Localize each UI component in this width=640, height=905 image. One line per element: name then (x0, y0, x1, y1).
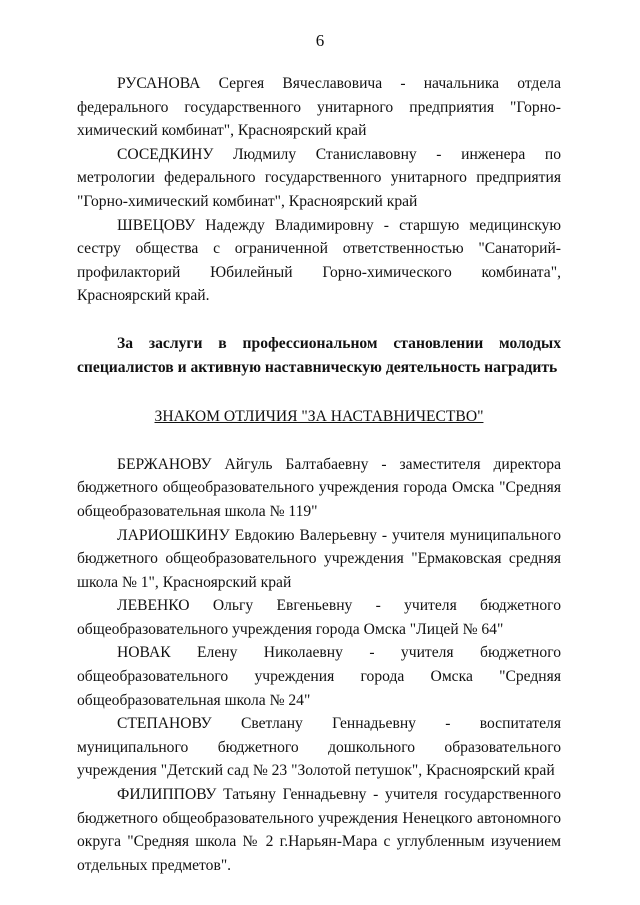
decree-text: За заслуги в профессиональном становлении молодых специалистов и активную наставническую деятельность наградить (77, 334, 561, 376)
paragraph-rusanova: РУСАНОВА Сергея Вячеславовича - начальника отдела федерального государственного унитарного предприятия "Горно-химический комбинат", Красноярский край (77, 75, 561, 140)
recipient-filippova: ФИЛИППОВУ Татьяну Геннадьевну - учителя государственного бюджетного общеобразовательного учреждения Ненецкого автономного округа "Средняя школа № 2 г.Нарьян-Мара с углубленным изучением отдельных предметов". (77, 786, 561, 874)
recipient-novak: НОВАК Елену Николаевну - учителя бюджетного общеобразовательного учреждения города Омска "Средняя общеобразовательная школа № 24" (77, 644, 561, 709)
recipient-larioshkina: ЛАРИОШКИНУ Евдокию Валерьевну - учителя муниципального бюджетного общеобразовательного учреждения "Ермаковская средняя школа № 1", Красноярский край (77, 526, 561, 591)
paragraph-sosedkina: СОСЕДКИНУ Людмилу Станиславовну - инженера по метрологии федерального государственного унитарного предприятия "Горно-химический комбинат", Красноярский край (77, 145, 561, 210)
document-body (77, 72, 561, 877)
award-title: ЗНАКОМ ОТЛИЧИЯ "ЗА НАСТАВНИЧЕСТВО" (154, 408, 484, 426)
paragraph-shvetsova: ШВЕЦОВУ Надежду Владимировну - старшую медицинскую сестру общества с ограниченной ответственностью "Санаторий-профилакторий Юбилейный Горно-химического комбината", Красноярский край. (77, 216, 561, 305)
page-number: 6 (315, 31, 325, 50)
recipient-berzhanova: БЕРЖАНОВУ Айгуль Балтабаевну - заместителя директора бюджетного общеобразовательного учреждения города Омска "Средняя общеобразовательная школа № 119" (77, 455, 561, 520)
recipient-stepanova: СТЕПАНОВУ Светлану Геннадьевну - воспитателя муниципального бюджетного дошкольного образовательного учреждения "Детский сад № 23 "Золотой петушок", Красноярский край (77, 715, 561, 780)
recipient-levenko: ЛЕВЕНКО Ольгу Евгеньевну - учителя бюджетного общеобразовательного учреждения города Омска "Лицей № 64" (77, 597, 561, 638)
